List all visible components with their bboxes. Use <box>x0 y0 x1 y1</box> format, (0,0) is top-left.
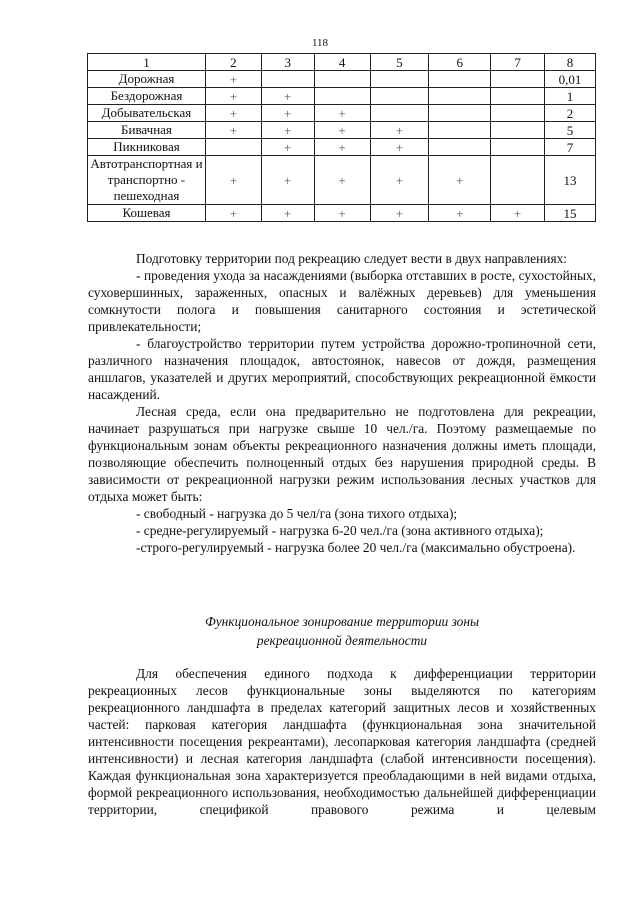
table-row <box>88 88 596 105</box>
row-value: 5 <box>545 122 596 139</box>
row-mark: + <box>205 205 261 222</box>
row-mark: + <box>261 122 314 139</box>
row-mark: + <box>205 88 261 105</box>
row-value: 15 <box>545 205 596 222</box>
row-mark: + <box>370 139 429 156</box>
row-mark: + <box>314 139 370 156</box>
row-mark: + <box>261 139 314 156</box>
row-mark: + <box>370 122 429 139</box>
table-row <box>88 205 596 222</box>
row-mark: + <box>314 156 370 205</box>
table-row <box>88 105 596 122</box>
paragraph: - благоустройство территории путем устройства дорожно-тропиночной сети, различного назначения площадок, автостоянок, навесов от дождя, размещения аншлагов, указателей и других мероприятий, способствующих рекреационной ёмкости насаждений. <box>88 336 596 402</box>
row-mark <box>491 156 545 205</box>
row-value: 13 <box>545 156 596 205</box>
row-name: Бивачная <box>88 122 206 139</box>
row-mark: + <box>429 156 491 205</box>
row-mark <box>491 122 545 139</box>
row-mark: + <box>205 105 261 122</box>
row-name: Дорожная <box>88 71 206 88</box>
section-heading-line: Функциональное зонирование территории зоны <box>204 614 480 629</box>
recreation-load-table <box>87 53 596 222</box>
row-mark <box>429 122 491 139</box>
table-header-cell: 7 <box>491 54 545 71</box>
section-heading <box>88 612 596 650</box>
row-mark <box>491 139 545 156</box>
row-mark <box>314 71 370 88</box>
row-mark: + <box>261 205 314 222</box>
row-mark <box>429 71 491 88</box>
row-mark: + <box>314 122 370 139</box>
row-mark <box>491 105 545 122</box>
row-mark: + <box>370 156 429 205</box>
row-mark <box>205 139 261 156</box>
row-mark: + <box>261 105 314 122</box>
row-mark: + <box>314 105 370 122</box>
row-mark: + <box>205 156 261 205</box>
table-row <box>88 139 596 156</box>
table-header-cell: 2 <box>205 54 261 71</box>
row-mark: + <box>205 71 261 88</box>
body-text-lower <box>88 665 596 818</box>
paragraph: Лесная среда, если она предварительно не подготовлена для рекреации, начинает разрушаться при нагрузке свыше 10 чел./га. Поэтому размещаемые по функциональным зонам объекты рекреационного назначения должны иметь площади, позволяющие обеспечить полноценный отдых без нарушения природной среды. В зависимости от рекреационной нагрузки режим использования лесных участков для отдыха может быть: <box>88 404 596 504</box>
table-row <box>88 122 596 139</box>
list-item: -строго-регулируемый - нагрузка более 20 чел./га (максимально обустроена). <box>136 540 576 555</box>
row-value: 2 <box>545 105 596 122</box>
row-mark <box>429 139 491 156</box>
table-row <box>88 156 596 205</box>
row-value: 0,01 <box>545 71 596 88</box>
table-row <box>88 71 596 88</box>
paragraph: Подготовку территории под рекреацию следует вести в двух направлениях: <box>136 251 568 266</box>
row-mark: + <box>261 156 314 205</box>
row-mark <box>491 71 545 88</box>
row-mark <box>314 88 370 105</box>
row-value: 7 <box>545 139 596 156</box>
row-name: Автотранспортная и транспортно - пешеходная <box>88 156 206 205</box>
row-mark: + <box>370 205 429 222</box>
row-mark: + <box>429 205 491 222</box>
row-mark <box>429 88 491 105</box>
body-text-upper <box>88 250 596 556</box>
paragraph: Для обеспечения единого подхода к дифференциации территории рекреационных лесов функциональные зоны выделяются по категориям рекреационного ландшафта в пределах категорий защитных лесов и хозяйственных частей: парковая категория ландшафта (функциональная зона значительной интенсивности посещения рекреантами), лесопарковая категория ландшафта (средней интенсивности) и лесная категория ландшафта (слабой интенсивности посещения). Каждая функциональная зона характеризуется преобладающими в ней видами отдыха, формой рекреационного использования, необходимостью дальнейшей дифференциации территории, спецификой правового режима и целевым <box>88 666 596 817</box>
row-name: Бездорожная <box>88 88 206 105</box>
row-mark <box>429 105 491 122</box>
table-header-row <box>88 54 596 71</box>
row-mark: + <box>205 122 261 139</box>
row-mark <box>370 71 429 88</box>
row-name: Кошевая <box>88 205 206 222</box>
table-header-cell: 1 <box>88 54 206 71</box>
row-mark <box>370 88 429 105</box>
row-mark: + <box>491 205 545 222</box>
table-header-cell: 3 <box>261 54 314 71</box>
section-heading-line: рекреационной деятельности <box>256 633 428 648</box>
paragraph: - проведения ухода за насаждениями (выборка отставших в росте, сухостойных, суховершинных, зараженных, опасных и валёжных деревьев) для уменьшения сомкнутости полога и повышения санитарного состояния и эстетической привлекательности; <box>88 268 596 334</box>
row-mark <box>261 71 314 88</box>
table-header-cell: 4 <box>314 54 370 71</box>
row-mark <box>491 88 545 105</box>
page-number: 118 <box>311 37 329 49</box>
list-item: - средне-регулируемый - нагрузка 6-20 чел./га (зона активного отдыха); <box>136 523 544 538</box>
table-header-cell: 8 <box>545 54 596 71</box>
row-value: 1 <box>545 88 596 105</box>
table-header-cell: 6 <box>429 54 491 71</box>
row-mark <box>370 105 429 122</box>
row-name: Пикниковая <box>88 139 206 156</box>
row-mark: + <box>261 88 314 105</box>
row-name: Добывательская <box>88 105 206 122</box>
row-mark: + <box>314 205 370 222</box>
list-item: - свободный - нагрузка до 5 чел/га (зона тихого отдыха); <box>136 506 458 521</box>
table-header-cell: 5 <box>370 54 429 71</box>
